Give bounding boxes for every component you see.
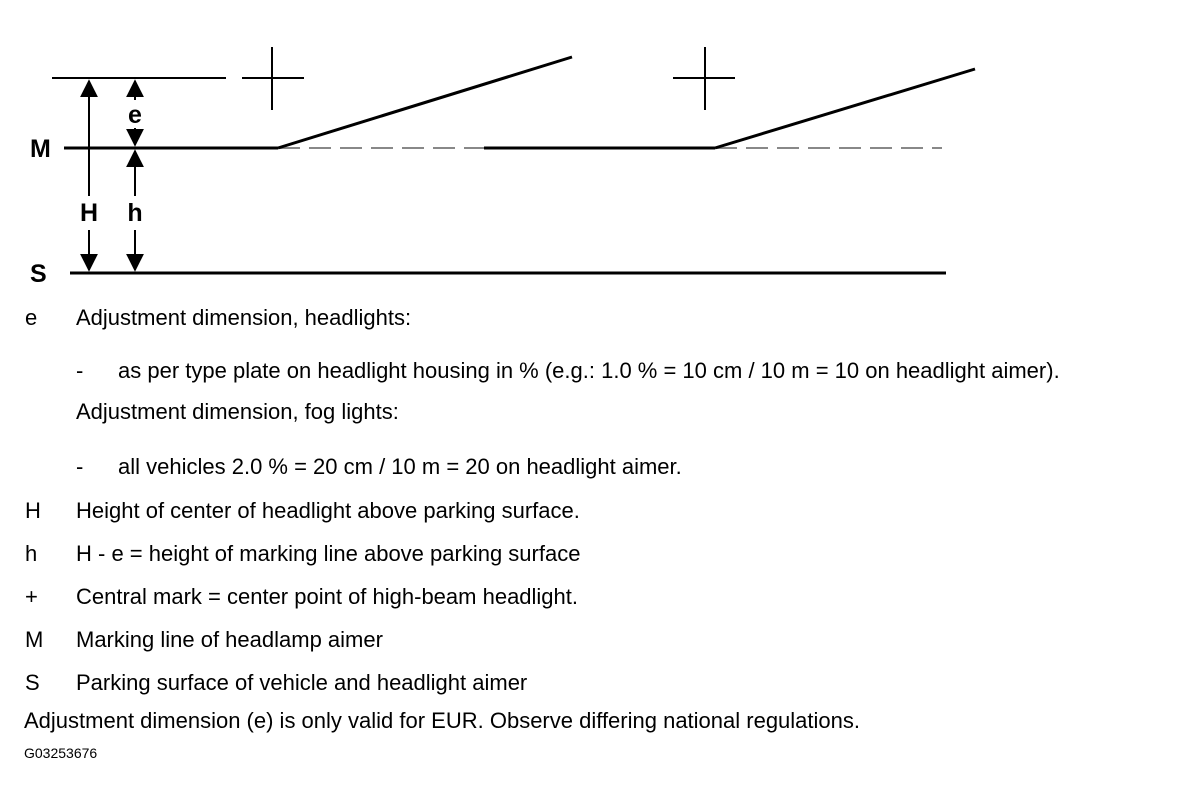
legend-text-H: Height of center of headlight above parking surface. — [76, 498, 580, 523]
legend-key-S: S — [25, 670, 40, 695]
label-e: e — [128, 101, 142, 129]
footnote: Adjustment dimension (e) is only valid for EUR. Observe differing national regulations. — [24, 708, 860, 733]
legend-key-plus: + — [25, 584, 38, 609]
label-h: h — [127, 199, 143, 227]
headlight-aiming-diagram — [0, 0, 1200, 290]
legend-headlights-text: as per type plate on headlight housing in % (e.g.: 1.0 % = 10 cm / 10 m = 10 on headlight aimer). — [118, 358, 1060, 383]
legend-headlights-dash: - — [76, 358, 84, 383]
legend-fog-dash: - — [76, 454, 84, 479]
label-M: M — [30, 135, 51, 163]
legend-text-h: H - e = height of marking line above parking surface — [76, 541, 581, 566]
label-H: H — [79, 199, 99, 227]
legend-text-M: Marking line of headlamp aimer — [76, 627, 383, 652]
figure-code: G03253676 — [24, 745, 98, 761]
label-S: S — [30, 260, 47, 288]
legend-fog-title: Adjustment dimension, fog lights: — [76, 399, 399, 424]
cutoff-slope-right — [715, 69, 975, 148]
legend-text-plus: Central mark = center point of high-beam headlight. — [76, 584, 579, 609]
legend-text-S: Parking surface of vehicle and headlight aimer — [76, 670, 528, 695]
cutoff-slope-left — [278, 57, 572, 148]
legend-e-title: Adjustment dimension, headlights: — [76, 305, 412, 330]
legend-key-h: h — [25, 541, 38, 566]
legend-key-e: e — [25, 305, 38, 330]
legend-key-H: H — [25, 498, 41, 523]
legend-fog-text: all vehicles 2.0 % = 20 cm / 10 m = 20 on headlight aimer. — [118, 454, 682, 479]
central-mark-right — [673, 47, 735, 110]
legend-key-M: M — [25, 627, 44, 652]
central-mark-left — [242, 47, 304, 110]
